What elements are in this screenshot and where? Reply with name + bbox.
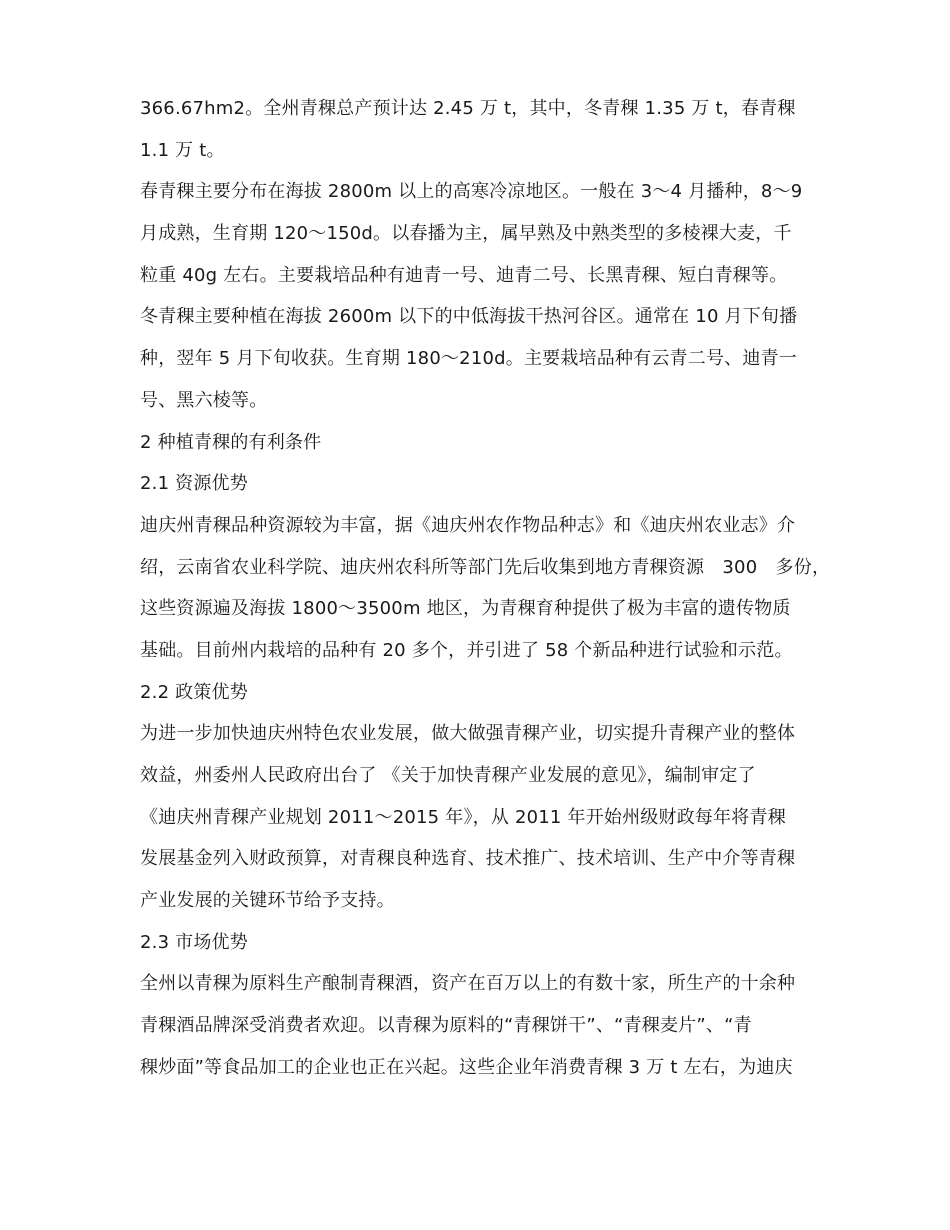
text-line: 发展基金列入财政预算，对青稞良种选育、技术推广、技术培训、生产中介等青稞 [140, 848, 796, 870]
text-line: 效益，州委州人民政府出台了 《关于加快青稞产业发展的意见》，编制审定了 [140, 765, 756, 786]
text-line: 《迪庆州青稞产业规划 2011～2015 年》，从 2011 年开始州级财政每年将青稞 [140, 806, 786, 828]
text-line: 月成熟，生育期 120～150d。以春播为主，属早熟及中熟类型的多棱裸大麦，千 [140, 223, 792, 245]
section-heading: 2 种植青稞的有利条件 [140, 431, 322, 453]
text-line: 号、黑六棱等。 [140, 389, 268, 411]
text-line: 基础。目前州内栽培的品种有 20 多个，并引进了 58 个新品种进行试验和示范。 [140, 639, 793, 661]
text-line: 为进一步加快迪庆州特色农业发展，做大做强青稞产业，切实提升青稞产业的整体 [140, 723, 796, 745]
subsection-heading: 2.1 资源优势 [140, 473, 248, 495]
text-line: 全州以青稞为原料生产酿制青稞酒，资产在百万以上的有数十家，所生产的十余种 [140, 973, 796, 995]
text-line: 迪庆州青稞品种资源较为丰富，据《迪庆州农作物品种志》和《迪庆州农业志》介 [140, 514, 796, 536]
text-line: 绍，云南省农业科学院、迪庆州农科所等部门先后收集到地方青稞资源 300 多份， [140, 556, 831, 578]
text-line: 1.1 万 t。 [140, 139, 225, 161]
text-line: 这些资源遍及海拔 1800～3500m 地区，为青稞育种提供了极为丰富的遗传物质 [140, 598, 791, 620]
text-line: 春青稞主要分布在海拔 2800m 以上的高寒冷凉地区。一般在 3～4 月播种，8～9 [140, 181, 803, 203]
text-line: 青稞酒品牌深受消费者欢迎。以青稞为原料的“青稞饼干”、“青稞麦片”、“青 [140, 1015, 752, 1037]
text-line: 冬青稞主要种植在海拔 2600m 以下的中低海拔干热河谷区。通常在 10 月下旬播 [140, 306, 798, 328]
text-line: 366.67hm2。全州青稞总产预计达 2.45 万 t，其中，冬青稞 1.35 万 t，春青稞 [140, 98, 796, 119]
text-line: 产业发展的关键环节给予支持。 [140, 890, 395, 912]
document-body [140, 88, 830, 1089]
subsection-heading: 2.2 政策优势 [140, 681, 248, 703]
text-line: 种，翌年 5 月下旬收获。生育期 180～210d。主要栽培品种有云青二号、迪青一 [140, 348, 797, 370]
subsection-heading: 2.3 市场优势 [140, 931, 248, 953]
text-line: 稞炒面”等食品加工的企业也正在兴起。这些企业年消费青稞 3 万 t 左右，为迪庆 [140, 1056, 793, 1078]
text-line: 粒重 40g 左右。主要栽培品种有迪青一号、迪青二号、长黑青稞、短白青稞等。 [140, 264, 788, 286]
